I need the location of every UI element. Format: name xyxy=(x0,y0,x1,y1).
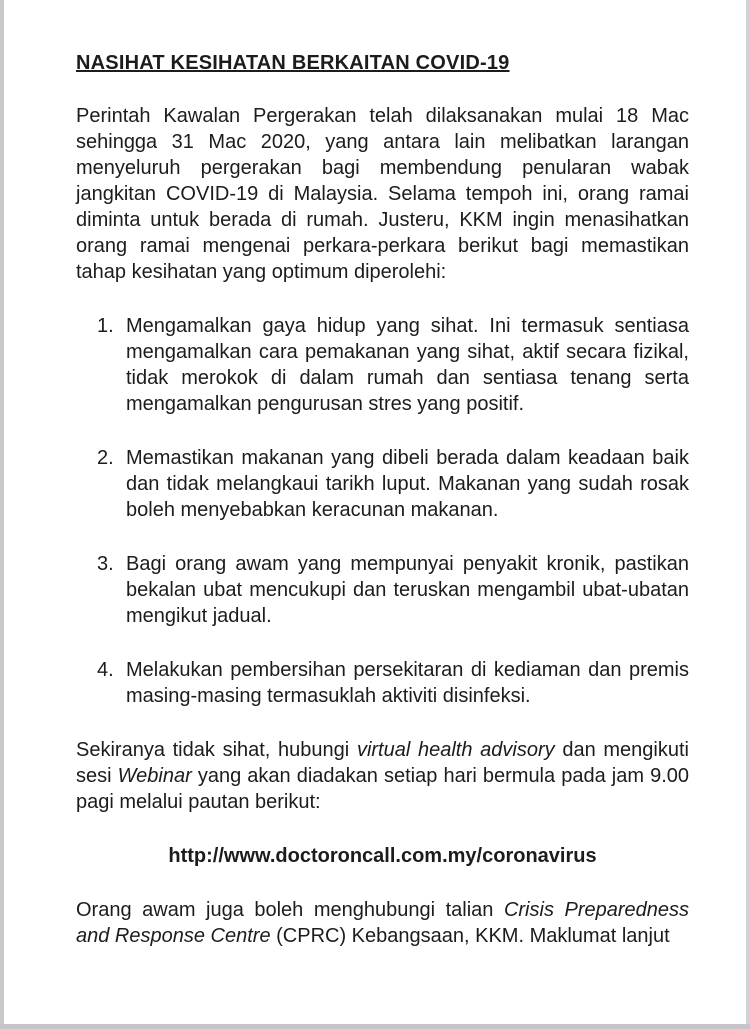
closing-text-run: Orang awam juga boleh menghubungi talian xyxy=(76,899,504,921)
advisory-italic-run: virtual health advisory xyxy=(356,739,555,761)
list-item-number: 1. xyxy=(97,315,114,337)
closing-italic-run: Crisis Preparedness and Response Centre xyxy=(76,899,690,947)
page-bottom-edge xyxy=(0,1024,750,1029)
list-item-text: Melakukan pembersihan persekitaran di kediaman dan premis masing-masing termasuklah aktiviti disinfeksi. xyxy=(126,659,689,707)
coronavirus-url: http://www.doctoroncall.com.my/coronavirus xyxy=(168,845,597,867)
document-content xyxy=(76,50,689,949)
list-item xyxy=(97,313,689,417)
page-left-edge xyxy=(0,0,4,1029)
list-item-number: 3. xyxy=(97,553,114,575)
list-item xyxy=(97,445,689,523)
list-item-text: Mengamalkan gaya hidup yang sihat. Ini termasuk sentiasa mengamalkan cara pemakanan yang sihat, aktif secara fizikal, tidak merokok di dalam rumah dan sentiasa tenang serta mengamalkan pengurusan stres yang positif. xyxy=(126,315,689,415)
advisory-italic-run: Webinar xyxy=(117,765,192,787)
advisory-text-run: Sekiranya tidak sihat, hubungi xyxy=(76,739,357,761)
list-item-text: Bagi orang awam yang mempunyai penyakit kronik, pastikan bekalan ubat mencukupi dan teruskan mengambil ubat-ubatan mengikut jadual. xyxy=(126,553,689,627)
advisory-text-run: yang akan diadakan setiap hari bermula pada jam 9.00 pagi melalui pautan berikut: xyxy=(76,765,689,813)
page-right-edge xyxy=(746,0,750,1029)
closing-paragraph xyxy=(76,897,689,949)
list-item-number: 2. xyxy=(97,447,114,469)
list-item xyxy=(97,657,689,709)
list-item xyxy=(97,551,689,629)
document-title: NASIHAT KESIHATAN BERKAITAN COVID-19 xyxy=(76,52,510,74)
closing-text-run: (CPRC) Kebangsaan, KKM. Maklumat lanjut xyxy=(270,925,670,947)
list-item-text: Memastikan makanan yang dibeli berada dalam keadaan baik dan tidak melangkaui tarikh luput. Makanan yang sudah rosak boleh menyebabkan keracunan makanan. xyxy=(126,447,689,521)
list-item-number: 4. xyxy=(97,659,114,681)
advisory-text-run: dan mengikuti sesi xyxy=(76,739,689,787)
advisory-paragraph xyxy=(76,737,689,815)
intro-paragraph: Perintah Kawalan Pergerakan telah dilaksanakan mulai 18 Mac sehingga 31 Mac 2020, yang antara lain melibatkan larangan menyeluruh pergerakan bagi membendung penularan wabak jangkitan COVID-19 di Malaysia. Selama tempoh ini, orang ramai diminta untuk berada di rumah. Justeru, KKM ingin menasihatkan orang ramai mengenai perkara-perkara berikut bagi memastikan tahap kesihatan yang optimum diperolehi: xyxy=(76,105,689,283)
advice-list xyxy=(76,313,689,709)
